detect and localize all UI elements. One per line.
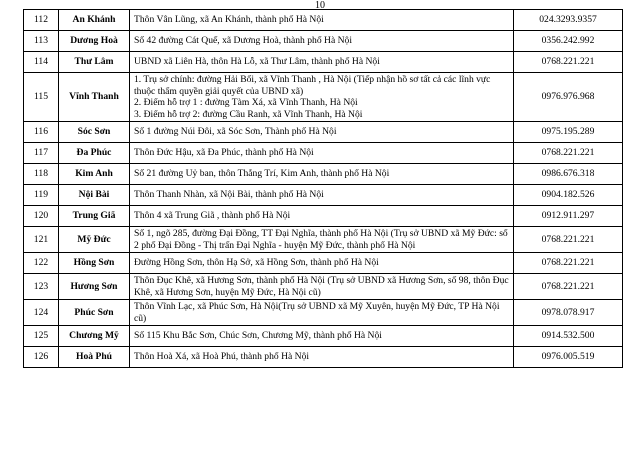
row-number: 114 bbox=[24, 52, 59, 73]
table-row bbox=[24, 253, 623, 274]
commune-name: Hương Sơn bbox=[59, 274, 130, 300]
address-line: Số 1, ngõ 285, đường Đại Đồng, TT Đại Nghĩa, thành phố Hà Nội (Trụ sở UBND xã Mỹ Đức: số 2 phố Đại Đồng - Thị trấn Đại Nghĩa - huyện Mỹ Đức, thành phố Hà Nội bbox=[134, 228, 508, 251]
table-row bbox=[24, 185, 623, 206]
commune-name: Dương Hoà bbox=[59, 31, 130, 52]
phone-number: 0356.242.992 bbox=[514, 31, 623, 52]
phone-number: 0912.911.297 bbox=[514, 206, 623, 227]
table-row bbox=[24, 122, 623, 143]
table-row bbox=[24, 206, 623, 227]
address-cell bbox=[130, 31, 514, 52]
address-cell bbox=[130, 52, 514, 73]
table-row bbox=[24, 274, 623, 300]
address-line: Số 1 đường Núi Đôi, xã Sóc Sơn, Thành phố Hà Nội bbox=[134, 126, 337, 138]
table-row bbox=[24, 52, 623, 73]
address-line: Số 115 Khu Bắc Sơn, Chúc Sơn, Chương Mỹ, thành phố Hà Nội bbox=[134, 330, 382, 342]
address-cell bbox=[130, 300, 514, 326]
address-line: Số 42 đường Cát Quế, xã Dương Hoà, thành phố Hà Nội bbox=[134, 35, 352, 47]
address-line: Thôn Hoà Xá, xã Hoà Phú, thành phố Hà Nội bbox=[134, 351, 310, 363]
commune-name: Đa Phúc bbox=[59, 143, 130, 164]
address-cell bbox=[130, 73, 514, 122]
table-row bbox=[24, 164, 623, 185]
address-line: Số 21 đường Uỷ ban, thôn Thắng Trí, Kim Anh, thành phố Hà Nội bbox=[134, 168, 390, 180]
table-row bbox=[24, 300, 623, 326]
address-line: UBND xã Liên Hà, thôn Hà Lỗ, xã Thư Lâm, thành phố Hà Nội bbox=[134, 56, 380, 68]
phone-number: 0768.221.221 bbox=[514, 227, 623, 253]
address-cell bbox=[130, 164, 514, 185]
row-number: 116 bbox=[24, 122, 59, 143]
address-line: 3. Điểm hỗ trợ 2: đường Cầu Ranh, xã Vĩnh Thanh, Hà Nội bbox=[134, 108, 363, 120]
table-row bbox=[24, 326, 623, 347]
address-line: Thôn Vĩnh Lạc, xã Phúc Sơn, Hà Nội(Trụ sở UBND xã Mỹ Xuyên, huyện Mỹ Đức, TP Hà Nội cũ) bbox=[134, 301, 500, 324]
phone-number: 0976.976.968 bbox=[514, 73, 623, 122]
phone-number: 0768.221.221 bbox=[514, 143, 623, 164]
address-cell bbox=[130, 122, 514, 143]
phone-number: 0976.005.519 bbox=[514, 347, 623, 368]
row-number: 120 bbox=[24, 206, 59, 227]
commune-name: Hồng Sơn bbox=[59, 253, 130, 274]
page-number: 10 bbox=[315, 0, 325, 11]
address-line: Thôn Vân Lũng, xã An Khánh, thành phố Hà Nội bbox=[134, 14, 324, 26]
table-row bbox=[24, 73, 623, 122]
phone-number: 0768.221.221 bbox=[514, 52, 623, 73]
address-line: 1. Trụ sở chính: đường Hải Bối, xã Vĩnh Thanh , Hà Nội (Tiếp nhận hồ sơ tất cả các lĩnh vực thuộc thẩm quyền giải quyết của UBND xã) bbox=[134, 74, 491, 97]
row-number: 122 bbox=[24, 253, 59, 274]
row-number: 113 bbox=[24, 31, 59, 52]
table-row bbox=[24, 10, 623, 31]
table-row bbox=[24, 227, 623, 253]
row-number: 118 bbox=[24, 164, 59, 185]
commune-name: Hoà Phú bbox=[59, 347, 130, 368]
row-number: 117 bbox=[24, 143, 59, 164]
address-cell bbox=[130, 185, 514, 206]
commune-name: Chương Mỹ bbox=[59, 326, 130, 347]
phone-number: 0975.195.289 bbox=[514, 122, 623, 143]
phone-number: 0904.182.526 bbox=[514, 185, 623, 206]
commune-name: Nội Bài bbox=[59, 185, 130, 206]
address-line: Thôn Đục Khê, xã Hương Sơn, thành phố Hà Nội (Trụ sở UBND xã Hương Sơn, số 98, thôn Đục Khê, xã Hương Sơn, huyện Mỹ Đức, Hà Nội cũ) bbox=[134, 275, 509, 298]
address-cell bbox=[130, 347, 514, 368]
row-number: 121 bbox=[24, 227, 59, 253]
phone-number: 0986.676.318 bbox=[514, 164, 623, 185]
commune-name: An Khánh bbox=[59, 10, 130, 31]
phone-number: 0978.078.917 bbox=[514, 300, 623, 326]
phone-number: 024.3293.9357 bbox=[514, 10, 623, 31]
commune-name: Phúc Sơn bbox=[59, 300, 130, 326]
address-cell bbox=[130, 274, 514, 300]
row-number: 112 bbox=[24, 10, 59, 31]
address-line: 2. Điểm hỗ trợ 1 : đường Tàm Xá, xã Vĩnh Thanh, Hà Nội bbox=[134, 97, 358, 108]
address-cell bbox=[130, 326, 514, 347]
row-number: 115 bbox=[24, 73, 59, 122]
address-line: Thôn Thanh Nhàn, xã Nội Bài, thành phố Hà Nội bbox=[134, 189, 324, 201]
commune-name: Mỹ Đức bbox=[59, 227, 130, 253]
phone-number: 0768.221.221 bbox=[514, 274, 623, 300]
row-number: 126 bbox=[24, 347, 59, 368]
address-cell bbox=[130, 10, 514, 31]
row-number: 119 bbox=[24, 185, 59, 206]
commune-name: Vĩnh Thanh bbox=[59, 73, 130, 122]
row-number: 123 bbox=[24, 274, 59, 300]
address-cell bbox=[130, 253, 514, 274]
commune-name: Kim Anh bbox=[59, 164, 130, 185]
commune-directory-table bbox=[23, 9, 623, 368]
row-number: 125 bbox=[24, 326, 59, 347]
table-row bbox=[24, 143, 623, 164]
address-line: Đường Hồng Sơn, thôn Hạ Sở, xã Hồng Sơn, thành phố Hà Nội bbox=[134, 257, 379, 269]
table-row bbox=[24, 347, 623, 368]
commune-name: Thư Lâm bbox=[59, 52, 130, 73]
phone-number: 0914.532.500 bbox=[514, 326, 623, 347]
address-cell bbox=[130, 206, 514, 227]
row-number: 124 bbox=[24, 300, 59, 326]
commune-name: Trung Giã bbox=[59, 206, 130, 227]
table-body bbox=[24, 10, 623, 368]
table-row bbox=[24, 31, 623, 52]
address-cell bbox=[130, 227, 514, 253]
commune-name: Sóc Sơn bbox=[59, 122, 130, 143]
address-line: Thôn Đức Hậu, xã Đa Phúc, thành phố Hà Nội bbox=[134, 147, 314, 159]
phone-number: 0768.221.221 bbox=[514, 253, 623, 274]
address-line: Thôn 4 xã Trung Giã , thành phố Hà Nội bbox=[134, 210, 291, 222]
address-cell bbox=[130, 143, 514, 164]
